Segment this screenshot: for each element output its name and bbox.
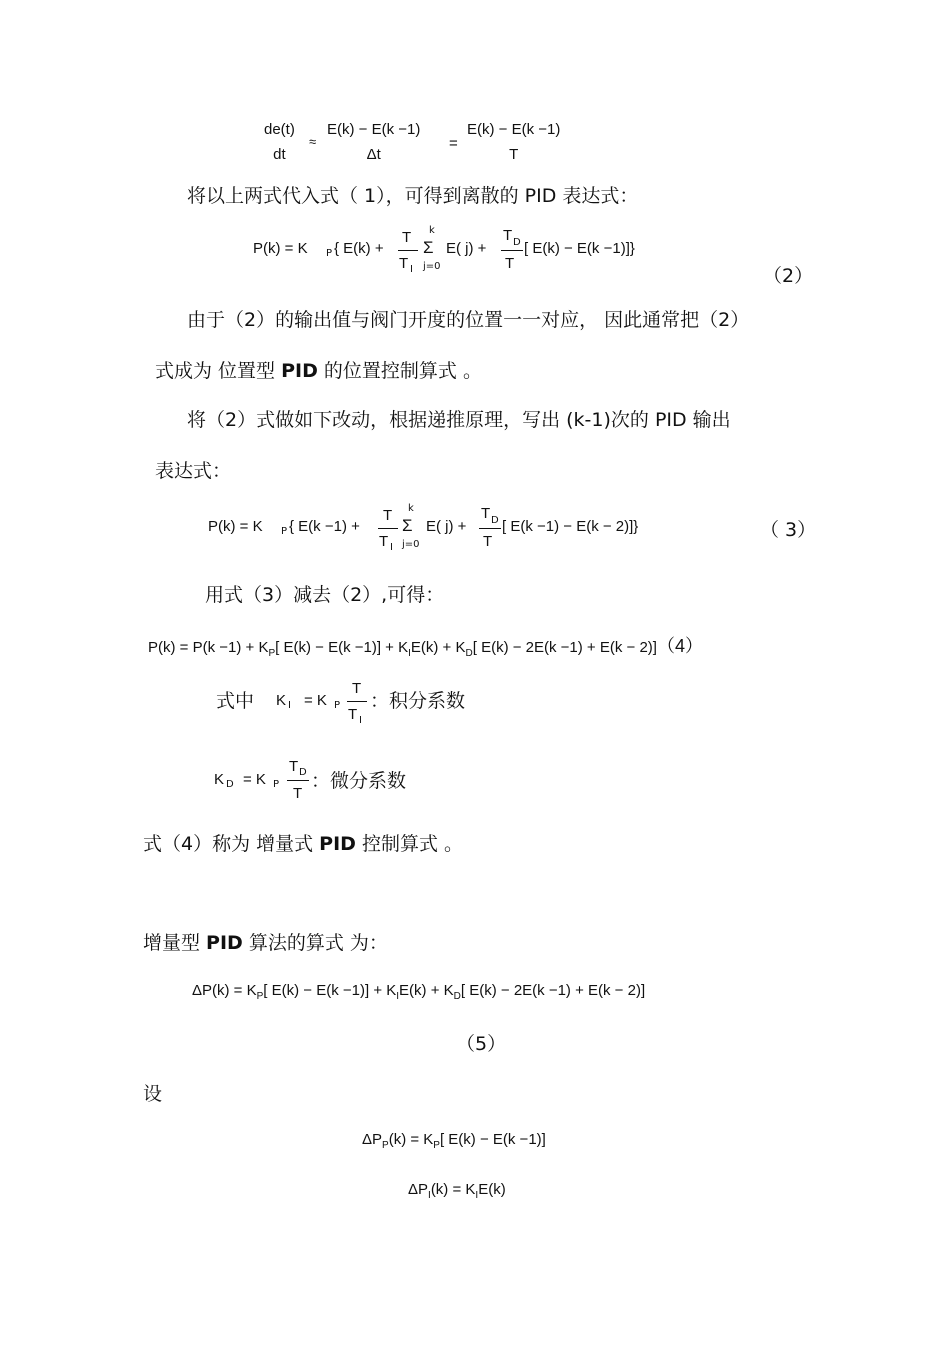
- approx-sign: ≈: [309, 134, 317, 149]
- eq3-sum-top: k: [408, 503, 414, 514]
- ki-desc: ：积分系数: [370, 690, 466, 712]
- equation-7: $\Delta P_I(k) = K_IE(k)$: [408, 1181, 506, 1201]
- derivative-numerator: de(t): [264, 121, 295, 138]
- kd-num-sub: D: [299, 767, 307, 778]
- ki-lhs: K: [276, 692, 287, 709]
- eq3-frac1-den: T: [379, 533, 389, 550]
- kd-sub-d: D: [226, 779, 234, 790]
- bold-pid: PID: [281, 360, 318, 382]
- difference-fraction-t: [467, 121, 560, 163]
- kd-sub-p: P: [273, 779, 280, 790]
- ki-sub-p: P: [334, 700, 341, 711]
- eq2-sum-bottom: j=0: [423, 261, 441, 272]
- eq2-frac2-num: T: [503, 227, 513, 244]
- eq2-frac1-den: T: [399, 255, 409, 272]
- eq3-frac2-bar: [479, 528, 501, 529]
- eq2-frac1-bar: [398, 250, 418, 251]
- eq3-frac2-den: T: [483, 533, 493, 550]
- ki-num: T: [352, 680, 362, 697]
- paragraph-6: 增量型 PID 算法的算式 为：: [143, 932, 388, 954]
- eq3-sub-i: I: [390, 542, 393, 553]
- kd-eq: = K: [243, 771, 266, 788]
- eq3-tail: [ E(k −1) − E(k − 2)]}: [502, 518, 639, 535]
- eq2-term: E( j) +: [446, 240, 487, 257]
- ki-den: T: [348, 706, 358, 723]
- bold-pid: PID: [319, 833, 356, 855]
- eq3-term: E( j) +: [426, 518, 467, 535]
- kd-den: T: [293, 785, 303, 802]
- eq2-tail: [ E(k) − E(k −1)]}: [524, 240, 635, 257]
- eq2-sub-i: I: [410, 264, 413, 275]
- eq3-label: （ 3）: [760, 519, 817, 541]
- eq4-label: （4）: [656, 636, 703, 656]
- difference-denominator: Δt: [366, 146, 381, 163]
- paragraph-2-line-2: 式成为 位置型 PID 的位置控制算式 。: [155, 360, 482, 382]
- kd-num: T: [289, 758, 299, 775]
- eq3-sub-p: P: [281, 526, 288, 537]
- paragraph-3-line-1: 将（2）式做如下改动，根据递推原理，写出 (k-1)次的 PID 输出: [187, 409, 731, 431]
- ki-prefix: 式中: [216, 690, 255, 712]
- difference-numerator-t: E(k) − E(k −1): [467, 121, 561, 138]
- sum-icon: Σ: [423, 238, 434, 257]
- kd-desc: ：微分系数: [311, 770, 407, 792]
- eq2-frac1-num: T: [402, 229, 412, 246]
- paragraph-4: 用式（3）减去（2）,可得：: [205, 584, 445, 606]
- eq2-sum-top: k: [429, 225, 435, 236]
- paragraph-2-line-1: 由于（2）的输出值与阀门开度的位置一一对应， 因此通常把（2）: [187, 309, 750, 331]
- equation-4: $P(k) = P(k -1) + K_P$[ $E(k) - E(k -1)] + K_IE(k) + K_D$[ E(k) − 2E(k −1) + E(k − 2)]（4）: [148, 636, 703, 659]
- derivative-denominator: dt: [273, 146, 286, 163]
- eq2-sub-p: P: [326, 248, 333, 259]
- equation-6: $\Delta P_P(k) = K_P$[ E(k) − E(k −1)]: [362, 1131, 546, 1151]
- derivative-fraction: [264, 121, 295, 163]
- eq3-lhs: P(k) = K: [208, 518, 263, 535]
- ki-frac-bar: [347, 701, 367, 702]
- difference-numerator: E(k) − E(k −1): [327, 121, 421, 138]
- paragraph-5: 式（4）称为 增量式 PID 控制算式 。: [143, 833, 464, 855]
- eq2-label: （2）: [763, 265, 814, 287]
- equation-5: $\Delta P(k) = K_P$[ $E(k) - E(k -1)] + K_IE(k) + K_D$[ E(k) − 2E(k −1) + E(k − 2)]: [192, 982, 646, 1002]
- ki-eq: = K: [304, 692, 327, 709]
- eq3-sub-d: D: [491, 515, 499, 526]
- eq3-sum-bottom: j=0: [402, 539, 420, 550]
- kd-frac-bar: [287, 780, 309, 781]
- eq5-label: （5）: [456, 1033, 507, 1055]
- kd-lhs: K: [214, 771, 225, 788]
- difference-fraction-dt: [327, 121, 420, 163]
- paragraph-7: 设: [143, 1083, 163, 1105]
- eq2-sub-d: D: [513, 237, 521, 248]
- eq3-brace: { E(k −1) +: [289, 518, 360, 535]
- paragraph-3-line-2: 表达式：: [155, 460, 232, 482]
- eq2-brace: { E(k) +: [334, 240, 384, 257]
- eq2-frac2-den: T: [505, 255, 515, 272]
- eq3-frac1-bar: [378, 528, 398, 529]
- equals-sign: =: [449, 135, 458, 152]
- bold-pid: PID: [206, 932, 243, 954]
- eq2-frac2-bar: [501, 250, 523, 251]
- ki-den-sub: I: [359, 715, 362, 726]
- eq3-frac2-num: T: [481, 505, 491, 522]
- difference-denominator-t: T: [509, 146, 519, 163]
- ki-sub-i: I: [288, 700, 291, 711]
- eq3-frac1-num: T: [383, 507, 393, 524]
- sum-icon: Σ: [402, 516, 413, 535]
- paragraph-1: 将以上两式代入式（ 1），可得到离散的 PID 表达式：: [187, 185, 639, 207]
- eq2-lhs: P(k) = K: [253, 240, 308, 257]
